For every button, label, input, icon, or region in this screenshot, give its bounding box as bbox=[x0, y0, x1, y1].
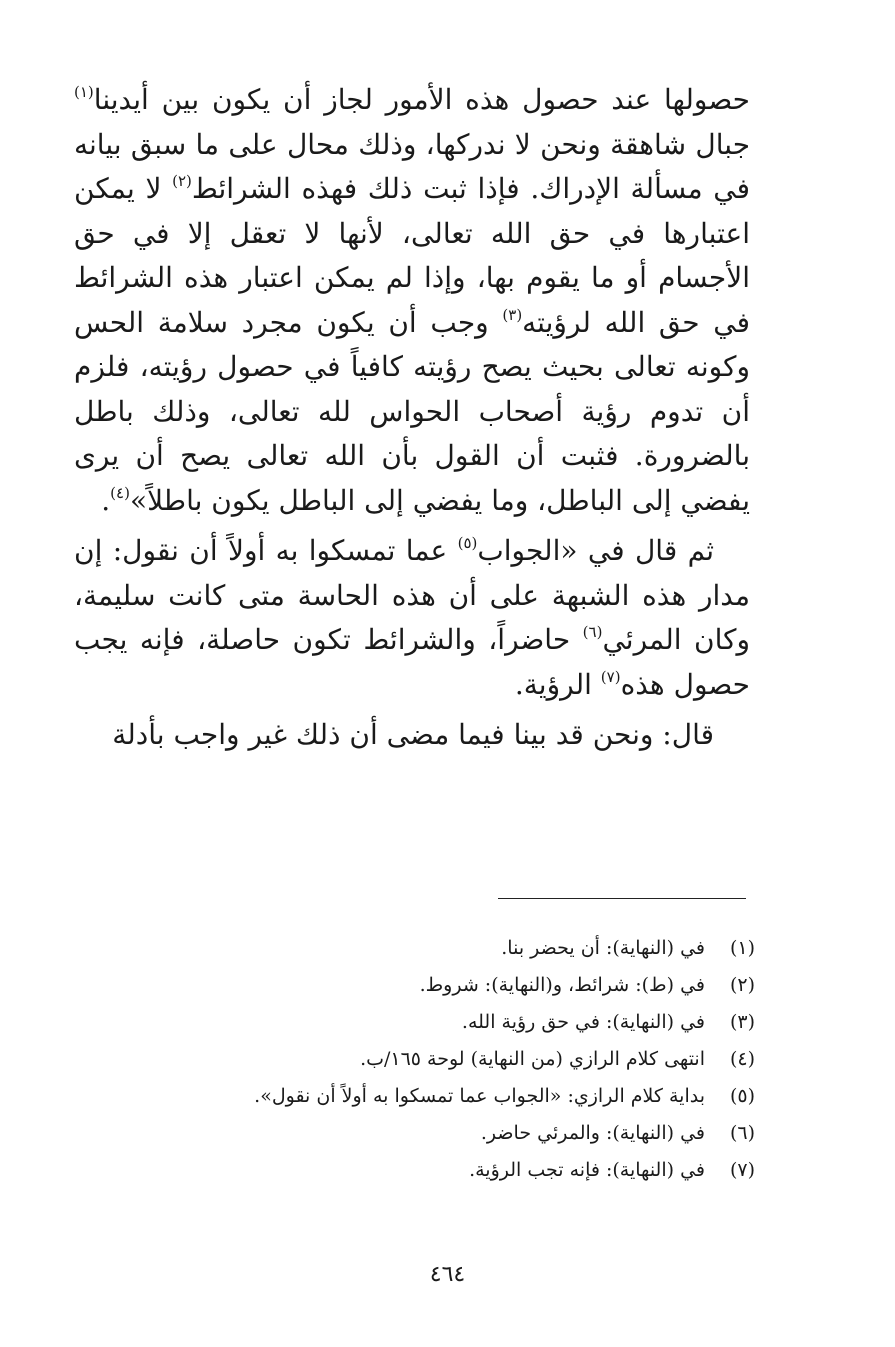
text-run: . bbox=[101, 483, 111, 517]
text-run: ثم قال في «الجواب bbox=[477, 534, 714, 567]
text-run: عما تمسكوا به أولاً أن نقول: إن مدار هذه الشبهة على أن هذه الحاسة متى كانت سليمة، وكان المرئي bbox=[74, 534, 750, 656]
paragraph-1 bbox=[74, 78, 750, 523]
footnote-separator bbox=[498, 898, 746, 899]
footnote-marker: (١) bbox=[74, 83, 94, 101]
footnote-7 bbox=[195, 1152, 755, 1189]
text-run: الرؤية. bbox=[514, 667, 601, 701]
footnote-text: في (النهاية): في حق رؤية الله. bbox=[461, 1011, 705, 1033]
footnote-text: في (النهاية): والمرئي حاضر. bbox=[480, 1122, 705, 1144]
footnote-text: في (ط): شرائط، و(النهاية): شروط. bbox=[419, 974, 705, 996]
footnote-text: في (النهاية): فإنه تجب الرؤية. bbox=[469, 1159, 705, 1181]
footnote-marker: (٣) bbox=[502, 305, 523, 324]
footnote-5 bbox=[195, 1078, 755, 1115]
text-run: لا يمكن اعتبارها في حق الله تعالى، لأنها لا تعقل إلا في حق الأجسام أو ما يقوم بها، وإذا لم يمكن اعتبار هذه الشرائط في حق الله لرؤيته bbox=[74, 172, 750, 339]
paragraph-3 bbox=[74, 713, 750, 758]
footnote-number: (٥) bbox=[729, 1085, 755, 1107]
paragraph-2 bbox=[74, 529, 750, 707]
text-run: وجب أن يكون مجرد سلامة الحس وكونه تعالى بحيث يصح رؤيته كافياً في حصول رؤيته، فلزم أن تدوم رؤية أصحاب الحواس لله تعالى، وذلك باطل بالضرورة. فثبت أن القول بأن الله تعالى يصح أن يرى يفضي إلى الباطل، وما يفضي إلى الباطل يكون باطلاً» bbox=[74, 305, 750, 517]
footnote-4 bbox=[195, 1041, 755, 1078]
footnote-number: (٣) bbox=[729, 1011, 755, 1033]
footnote-2 bbox=[195, 967, 755, 1004]
main-text bbox=[74, 78, 750, 758]
footnote-marker: (٦) bbox=[582, 623, 603, 641]
footnote-number: (٦) bbox=[729, 1122, 755, 1144]
text-run: حصولها عند حصول هذه الأمور لجاز أن يكون بين أيدينا bbox=[93, 83, 750, 116]
text-run: جبال شاهقة ونحن لا ندركها، وذلك محال على ما سبق بيانه في مسألة الإدراك. فإذا ثبت ذلك فهذه الشرائط bbox=[74, 127, 751, 205]
footnote-6 bbox=[195, 1115, 755, 1152]
footnote-1 bbox=[195, 930, 755, 967]
footnote-text: في (النهاية): أن يحضر بنا. bbox=[501, 937, 705, 959]
page-number: ٤٦٤ bbox=[429, 1262, 466, 1287]
footnote-marker: (٥) bbox=[457, 534, 478, 552]
footnotes-list bbox=[195, 930, 755, 1189]
footnote-number: (٤) bbox=[729, 1048, 755, 1070]
footnote-marker: (٧) bbox=[600, 667, 621, 686]
text-run: حاضراً، والشرائط تكون حاصلة، فإنه يجب حصول هذه bbox=[74, 623, 750, 701]
footnote-number: (٢) bbox=[729, 974, 755, 996]
footnote-3 bbox=[195, 1004, 755, 1041]
footnote-text: بداية كلام الرازي: «الجواب عما تمسكوا به أولاً أن نقول». bbox=[254, 1085, 705, 1107]
footnote-text: انتهى كلام الرازي (من النهاية) لوحة ١٦٥/ب. bbox=[360, 1048, 705, 1070]
footnote-number: (٧) bbox=[729, 1159, 755, 1181]
text-run: قال: ونحن قد بينا فيما مضى أن ذلك غير واجب بأدلة bbox=[112, 718, 714, 751]
footnote-marker: (٢) bbox=[172, 172, 192, 190]
footnote-number: (١) bbox=[729, 937, 755, 959]
footnote-marker: (٤) bbox=[110, 483, 130, 502]
